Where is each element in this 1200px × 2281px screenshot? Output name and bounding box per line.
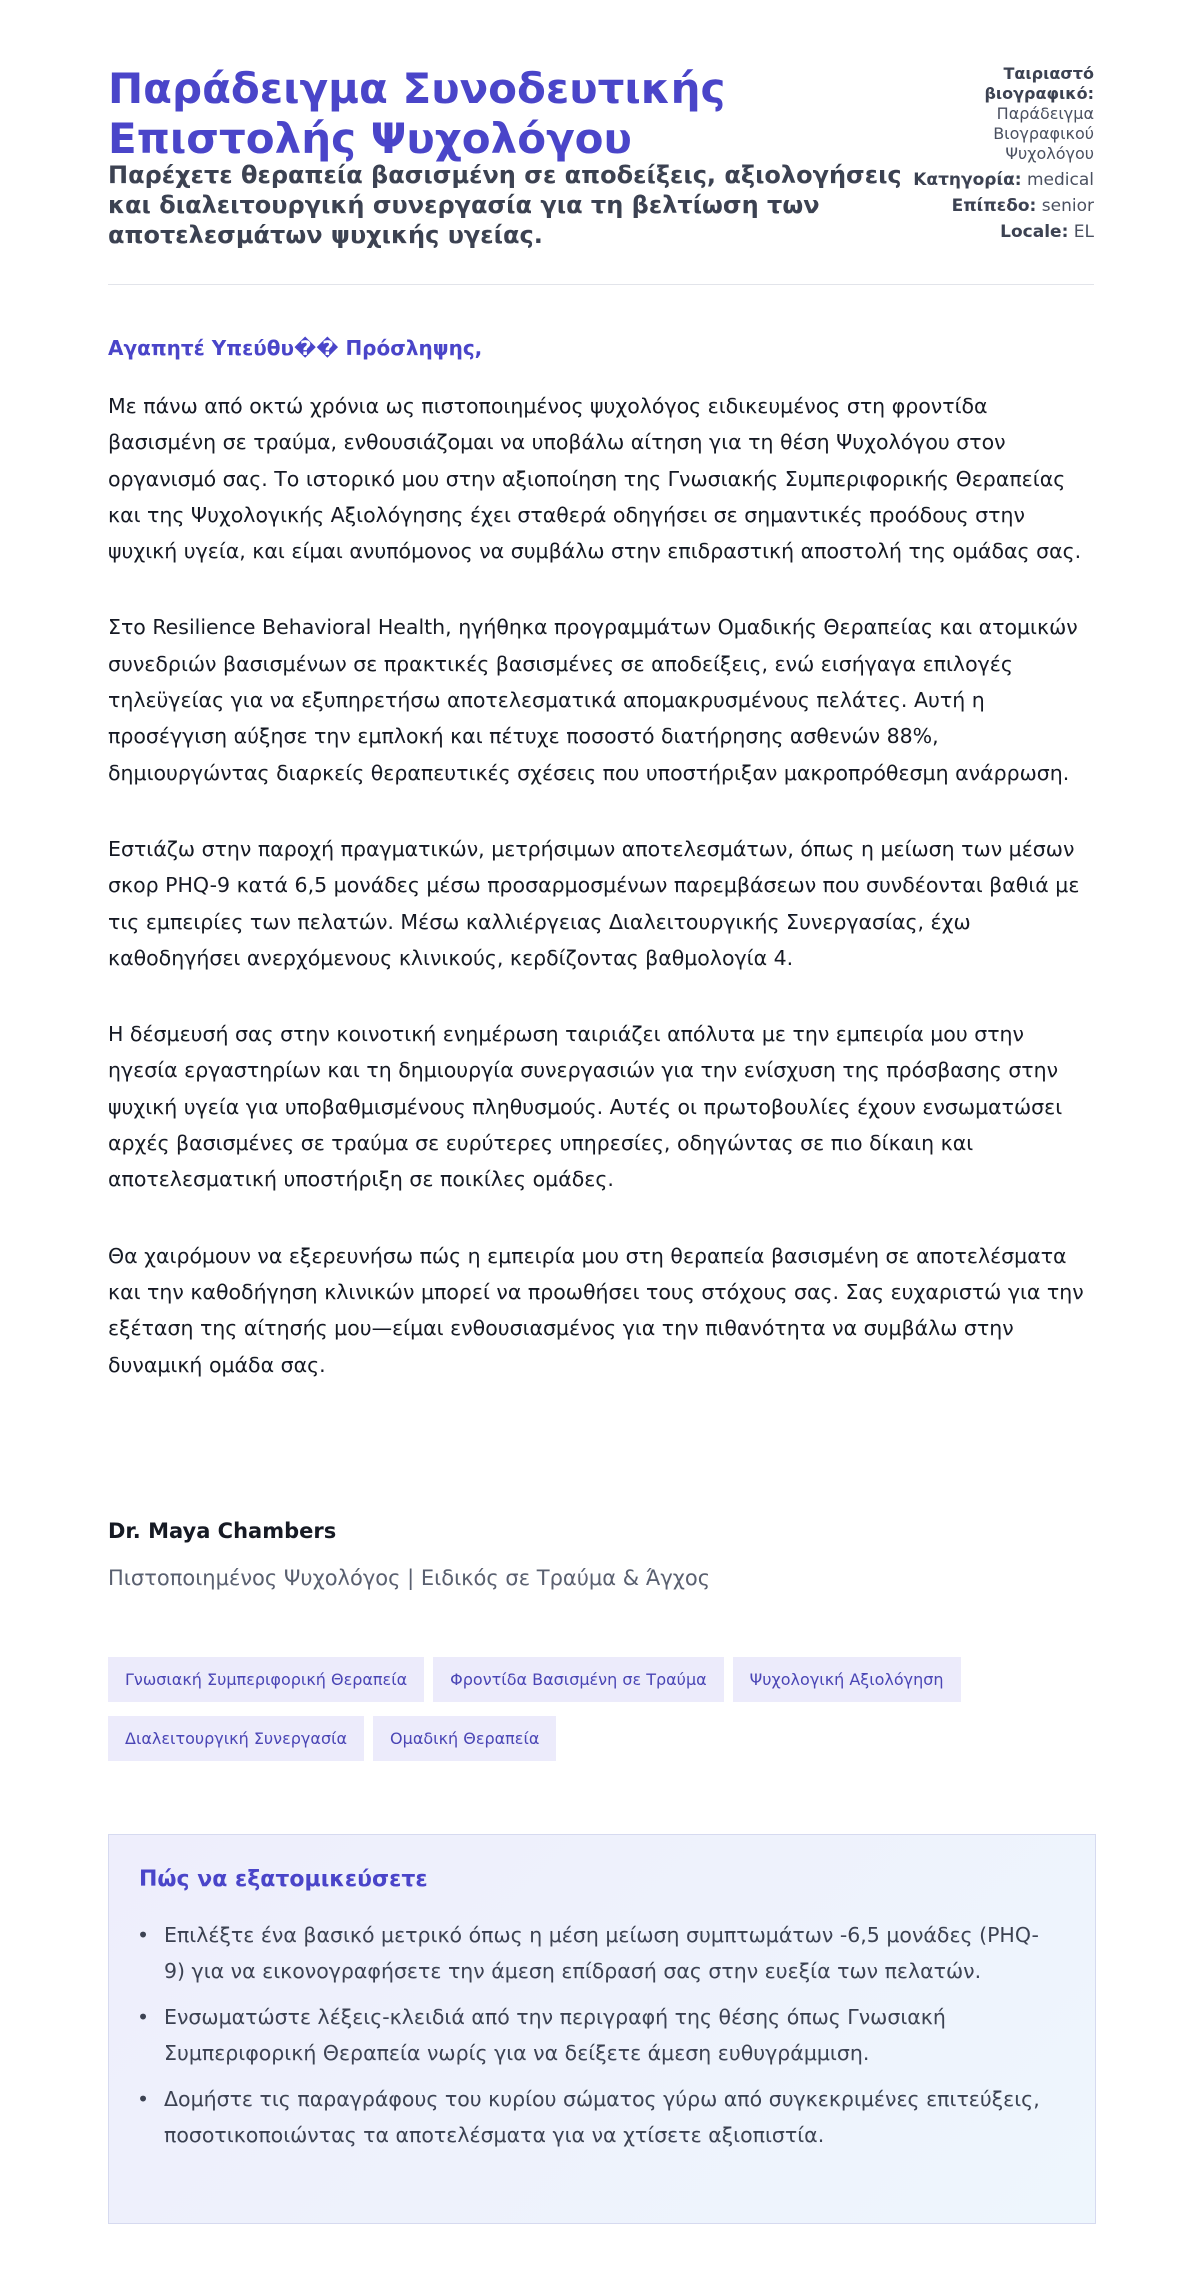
tips-list [164, 1917, 1044, 2163]
skill-tags [108, 1657, 1094, 1775]
meta-locale-label: Locale: [1000, 222, 1069, 242]
meta-category-value: medical [1026, 170, 1094, 190]
signature-name: Dr. Maya Chambers [108, 1519, 337, 1543]
meta-locale [834, 222, 1094, 243]
letter-paragraph: Η δέσμευσή σας στην κοινοτική ενημέρωση ταιριάζει απόλυτα με την εμπειρία μου στην ηγεσία εργαστηρίων και τη δημιουργία συνεργασιών για την ενίσχυση της πρόσβασης στην ψυχική υγεία για υποβαθμισμένους πληθυσμούς. Αυτές οι πρωτοβουλίες έχουν ενσωματώσει αρχές βασισμένες σε τραύμα σε ευρύτερες υπηρεσίες, οδηγώντας σε πιο δίκαιη και αποτελεσματική υποστήριξη σε ποικίλες ομάδες. [108, 1022, 1063, 1192]
letter-body [108, 388, 1094, 1423]
tip-item: • Ενσωματώστε λέξεις-κλειδιά από την περιγραφή της θέσης όπως Γνωσιακή Συμπεριφορική Θεραπεία νωρίς για να δείξετε άμεση ευθυγράμμιση. [164, 1999, 1044, 2071]
skill-tag: Φροντίδα Βασισμένη σε Τραύμα [433, 1657, 724, 1702]
meta-category [834, 170, 1094, 191]
tips-title: Πώς να εξατομικεύσετε [139, 1867, 428, 1892]
customization-tips-box [108, 1834, 1096, 2224]
page-subtitle: Παρέχετε θεραπεία βασισμένη σε αποδείξεις, αξιολογήσεις και διαλειτουργική συνεργασία για τη βελτίωση των αποτελεσμάτων ψυχικής υγείας. [108, 161, 902, 249]
skill-tag: Γνωσιακή Συμπεριφορική Θεραπεία [108, 1657, 424, 1702]
meta-panel [834, 64, 1094, 248]
meta-level-value: senior [1041, 196, 1094, 216]
page-title: Παράδειγμα Συνοδευτικής Επιστολής Ψυχολόγου [108, 64, 726, 163]
letter-paragraph: Στο Resilience Behavioral Health, ηγήθηκα προγραμμάτων Ομαδικής Θεραπείας και ατομικών συνεδριών βασισμένων σε πρακτικές βασισμένες σε αποδείξεις, ενώ εισήγαγα επιλογές τηλεϋγείας για να εξυπηρετήσω αποτελεσματικά απομακρυσμένους πελάτες. Αυτή η προσέγγιση αύξησε την εμπλοκή και πέτυχε ποσοστό διατήρησης ασθενών 88%, δημιουργώντας διαρκείς θεραπευτικές σχέσεις που υποστήριξαν μακροπρόθεσμη ανάρρωση. [108, 615, 1078, 785]
skill-tag: Διαλειτουργική Συνεργασία [108, 1716, 364, 1761]
skill-tag: Ομαδική Θεραπεία [373, 1716, 556, 1761]
letter-greeting: Αγαπητέ Υπεύθυ�� Πρόσληψης, [108, 336, 483, 360]
meta-level [834, 196, 1094, 217]
meta-category-label: Κατηγορία: [913, 170, 1022, 190]
letter-paragraph: Εστιάζω στην παροχή πραγματικών, μετρήσιμων αποτελεσμάτων, όπως η μείωση των μέσων σκορ PHQ-9 κατά 6,5 μονάδες μέσω προσαρμοσμένων παρεμβάσεων που συνδέονται βαθιά με τις εμπειρίες των πελατών. Μέσω καλλιέργειας Διαλειτουργικής Συνεργασίας, έχω καθοδηγήσει ανερχόμενους κλινικούς, κερδίζοντας βαθμολογία 4. [108, 836, 1080, 970]
signature-role: Πιστοποιημένος Ψυχολόγος | Ειδικός σε Τραύμα & Άγχος [108, 1566, 711, 1590]
tip-item: • Δομήστε τις παραγράφους του κυρίου σώματος γύρω από συγκεκριμένες επιτεύξεις, ποσοτικοποιώντας τα αποτελέσματα για να χτίσετε αξιοπιστία. [164, 2081, 1044, 2153]
meta-level-label: Επίπεδο: [951, 196, 1037, 216]
skill-tag: Ψυχολογική Αξιολόγηση [733, 1657, 961, 1702]
letter-paragraph: Με πάνω από οκτώ χρόνια ως πιστοποιημένος ψυχολόγος ειδικευμένος στη φροντίδα βασισμένη σε τραύμα, ενθουσιάζομαι να υποβάλω αίτηση για τη θέση Ψυχολόγου στον οργανισμό σας. Το ιστορικό μου στην αξιοποίηση της Γνωσιακής Συμπεριφορικής Θεραπείας και της Ψυχολογικής Αξιολόγησης έχει σταθερά οδηγήσει σε σημαντικές προόδους στην ψυχική υγεία, και είμαι ανυπόμονος να συμβάλω στην επιδραστική αποστολή της ομάδας σας. [108, 394, 1082, 564]
tip-item: • Επιλέξτε ένα βασικό μετρικό όπως η μέση μείωση συμπτωμάτων -6,5 μονάδες (PHQ-9) για να εικονογραφήσετε την άμεση επίδρασή σας στην ευεξία των πελατών. [164, 1917, 1044, 1989]
meta-matching-resume [834, 64, 1094, 164]
meta-locale-value: EL [1073, 222, 1094, 242]
meta-matching-resume-label: Ταιριαστό βιογραφικό: [984, 64, 1094, 103]
page-header [108, 64, 1094, 284]
header-divider [108, 284, 1094, 285]
letter-paragraph: Θα χαιρόμουν να εξερευνήσω πώς η εμπειρία μου στη θεραπεία βασισμένη σε αποτελέσματα και την καθοδήγηση κλινικών μπορεί να προωθήσει τους στόχους σας. Σας ευχαριστώ για την εξέταση της αίτησής μου—είμαι ενθουσιασμένος για την πιθανότητα να συμβάλω στην δυναμική ομάδα σας. [108, 1243, 1084, 1377]
meta-matching-resume-link[interactable]: Παράδειγμα Βιογραφικού Ψυχολόγου [993, 104, 1094, 163]
